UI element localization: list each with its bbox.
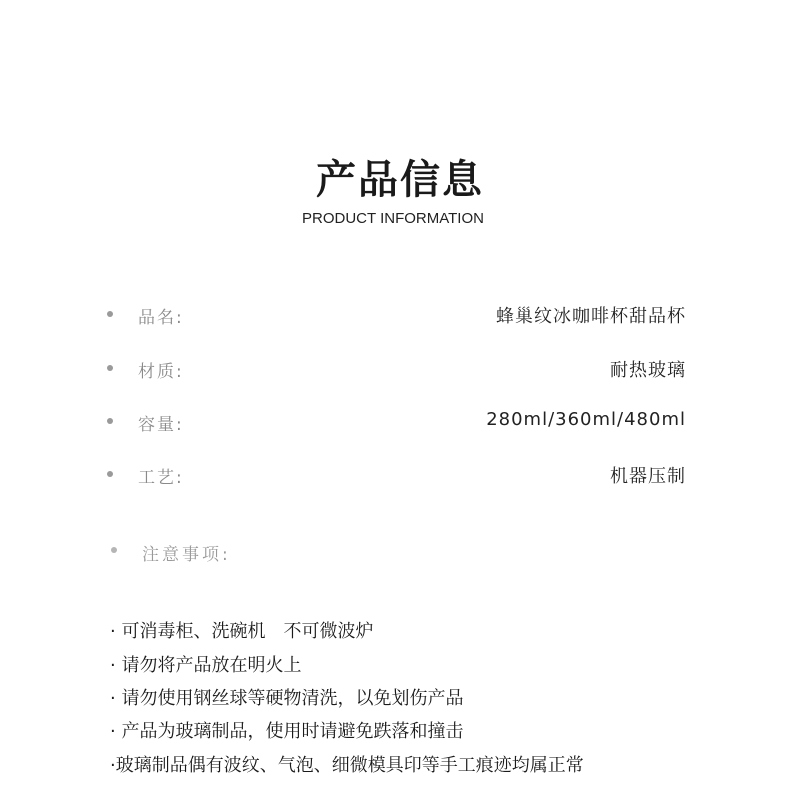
spec-label: 品名:	[138, 308, 184, 328]
bullet-dot-icon	[107, 311, 113, 317]
spec-label: 容量:	[138, 415, 184, 435]
spec-row-capacity	[0, 407, 800, 437]
spec-value: 280ml/360ml/480ml	[486, 409, 686, 430]
page-subtitle: PRODUCT INFORMATION	[302, 210, 484, 227]
bullet-dot-icon	[111, 547, 117, 553]
note-item: · 请勿使用钢丝球等硬物清洗，以免划伤产品	[110, 688, 464, 709]
notes-heading-label: 注意事项:	[142, 545, 231, 565]
bullet-dot-icon	[107, 365, 113, 371]
notes-heading	[0, 538, 800, 568]
note-item: ·玻璃制品偶有波纹、气泡、细微模具印等手工痕迹均属正常	[110, 755, 584, 776]
spec-value: 耐热玻璃	[610, 360, 686, 381]
note-item: · 可消毒柜、洗碗机 不可微波炉	[110, 621, 374, 642]
note-item: · 请勿将产品放在明火上	[110, 655, 302, 676]
bullet-dot-icon	[107, 471, 113, 477]
spec-row-process	[0, 460, 800, 490]
spec-value: 机器压制	[610, 466, 686, 487]
spec-row-name	[0, 300, 800, 330]
page-title: 产品信息	[316, 157, 484, 203]
spec-row-material	[0, 354, 800, 384]
note-item: · 产品为玻璃制品，使用时请避免跌落和撞击	[110, 721, 464, 742]
bullet-dot-icon	[107, 418, 113, 424]
spec-label: 工艺:	[138, 468, 184, 488]
spec-value: 蜂巢纹冰咖啡杯甜品杯	[496, 306, 686, 327]
spec-label: 材质:	[138, 362, 184, 382]
